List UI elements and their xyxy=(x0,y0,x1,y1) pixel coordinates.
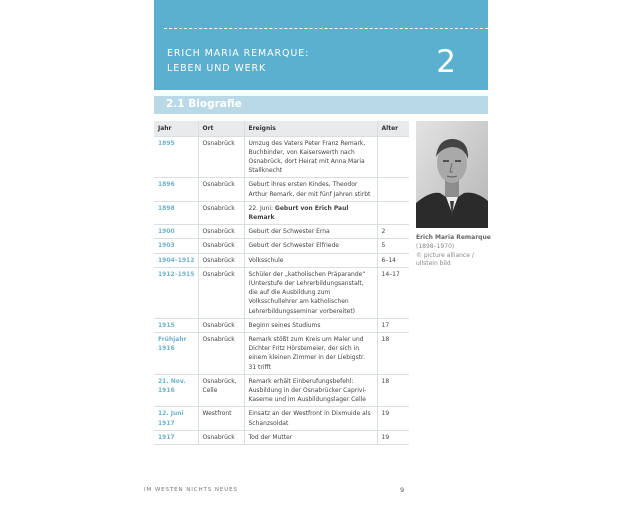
cell-year: 1917 xyxy=(154,430,198,444)
cell-year: 1903 xyxy=(154,239,198,253)
table-row xyxy=(154,267,409,318)
banner-dashed-divider xyxy=(164,28,488,29)
cell-event: Schüler der „katholischen Präparande“ (Unterstufe der Lehrerbildungsanstalt, die auf die Ausbildung zum Volksschullehrer am katholischen Lehrerbildungsseminar vorbereitet) xyxy=(244,267,377,318)
chapter-banner xyxy=(154,0,488,90)
cell-place: Osnabrück xyxy=(198,239,244,253)
cell-age: 18 xyxy=(377,332,409,374)
cell-place: Osnabrück xyxy=(198,267,244,318)
table-row xyxy=(154,178,409,201)
cell-year: 12. Juni 1917 xyxy=(154,407,198,430)
cell-event: Umzug des Vaters Peter Franz Remark, Buchbinder, von Kaiserswerth nach Osnabrück, dort Heirat mit Anna Maria Stallknecht xyxy=(244,136,377,178)
cell-age xyxy=(377,201,409,224)
chapter-title-line-1: ERICH MARIA REMARQUE: xyxy=(167,48,310,59)
cell-event: Beginn seines Studiums xyxy=(244,318,377,332)
cell-event xyxy=(244,201,377,224)
cell-year: 1904–1912 xyxy=(154,253,198,267)
cell-place: Osnabrück, Celle xyxy=(198,374,244,407)
table-row xyxy=(154,318,409,332)
cell-event: Tod der Mutter xyxy=(244,430,377,444)
header-age: Alter xyxy=(377,121,409,136)
header-place: Ort xyxy=(198,121,244,136)
cell-place: Osnabrück xyxy=(198,225,244,239)
cell-place: Osnabrück xyxy=(198,201,244,224)
cell-event: Volksschule xyxy=(244,253,377,267)
table-row xyxy=(154,430,409,444)
cell-year: 1896 xyxy=(154,178,198,201)
header-year: Jahr xyxy=(154,121,198,136)
cell-age: 19 xyxy=(377,407,409,430)
cell-age: 19 xyxy=(377,430,409,444)
cell-place: Osnabrück xyxy=(198,332,244,374)
biography-table xyxy=(154,121,409,445)
table-header-row xyxy=(154,121,409,136)
portrait-illustration xyxy=(416,121,488,228)
cell-event: Geburt der Schwester Elfriede xyxy=(244,239,377,253)
section-title: 2.1 Biografie xyxy=(166,98,242,110)
cell-year: 1900 xyxy=(154,225,198,239)
page-number: 9 xyxy=(400,486,405,494)
cell-age xyxy=(377,178,409,201)
cell-age xyxy=(377,136,409,178)
chapter-number: 2 xyxy=(436,44,456,80)
section-heading-bar xyxy=(154,96,488,114)
cell-event: Einsatz an der Westfront in Dixmuide als Schanzsoldat xyxy=(244,407,377,430)
table-row xyxy=(154,239,409,253)
table-row xyxy=(154,201,409,224)
cell-year: Frühjahr 1916 xyxy=(154,332,198,374)
cell-place: Osnabrück xyxy=(198,430,244,444)
cell-event: Remark erhält Einberufungsbefehl: Ausbildung in der Osnabrücker Caprivi-Kaserne und im Ausbildungslager Celle xyxy=(244,374,377,407)
table-row xyxy=(154,225,409,239)
cell-place: Osnabrück xyxy=(198,318,244,332)
table-row xyxy=(154,407,409,430)
table-row xyxy=(154,136,409,178)
chapter-title xyxy=(167,47,309,76)
chapter-title-line-2: LEBEN UND WERK xyxy=(167,62,267,74)
header-event: Ereignis xyxy=(244,121,377,136)
author-portrait-photo xyxy=(416,121,488,228)
cell-place: Westfront xyxy=(198,407,244,430)
cell-age: 6–14 xyxy=(377,253,409,267)
event-birth-highlight: Geburt von Erich Paul Remark xyxy=(248,204,349,221)
cell-place: Osnabrück xyxy=(198,253,244,267)
caption-name: Erich Maria Remarque xyxy=(416,234,491,241)
portrait-caption xyxy=(416,234,496,269)
table-row xyxy=(154,374,409,407)
cell-event: Geburt der Schwester Erna xyxy=(244,225,377,239)
cell-year: 1895 xyxy=(154,136,198,178)
running-footer-title: IM WESTEN NICHTS NEUES xyxy=(144,487,238,493)
cell-year: 1915 xyxy=(154,318,198,332)
cell-place: Osnabrück xyxy=(198,136,244,178)
cell-event: Geburt ihres ersten Kindes, Theodor Arthur Remark, der mit fünf Jahren stirbt xyxy=(244,178,377,201)
caption-credit: © picture alliance / ullstein bild xyxy=(416,251,474,268)
cell-age: 2 xyxy=(377,225,409,239)
table-row xyxy=(154,253,409,267)
table-row xyxy=(154,332,409,374)
cell-age: 14–17 xyxy=(377,267,409,318)
cell-year: 1912–1915 xyxy=(154,267,198,318)
cell-year: 21. Nov. 1916 xyxy=(154,374,198,407)
cell-year: 1898 xyxy=(154,201,198,224)
cell-event: Remark stößt zum Kreis um Maler und Dichter Fritz Hörstemeier, der sich in einem kleinen Zimmer in der Liebigstr. 31 trifft xyxy=(244,332,377,374)
caption-years: (1898–1970) xyxy=(416,242,455,250)
cell-age: 18 xyxy=(377,374,409,407)
cell-age: 5 xyxy=(377,239,409,253)
cell-age: 17 xyxy=(377,318,409,332)
cell-place: Osnabrück xyxy=(198,178,244,201)
event-date-prefix: 22. Juni: xyxy=(248,204,275,212)
